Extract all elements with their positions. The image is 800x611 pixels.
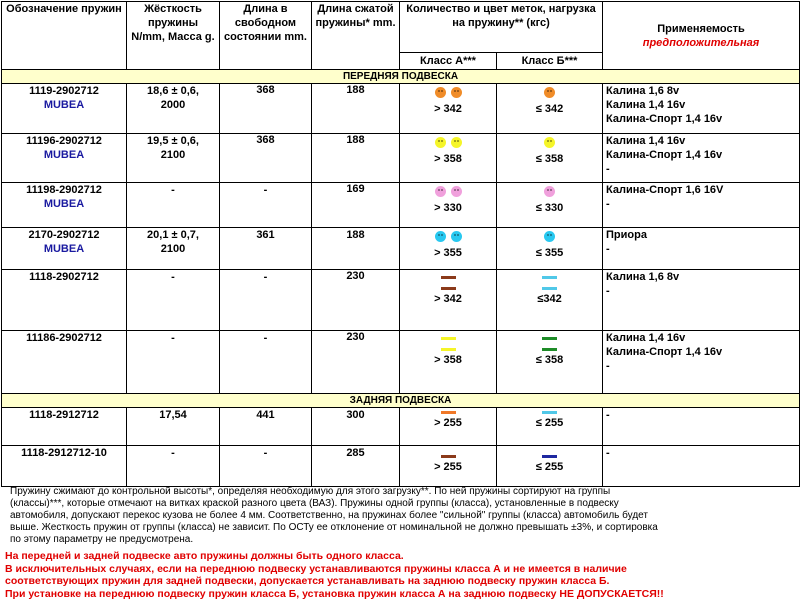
note-line: Пружину сжимают до контрольной высоты*, определяя необходимую для этого загрузку**. По ней пружины сортируют на группы: [10, 486, 611, 497]
class-b-mark: ≤ 358: [497, 331, 603, 394]
class-a-mark: > 355: [400, 228, 497, 270]
header-marks: Количество и цвет меток, нагрузка на пружину** (кгс): [400, 2, 603, 53]
color-mark-bar: [441, 455, 456, 458]
color-mark-bar: [441, 287, 456, 290]
warning-line: В исключительных случаях, если на переднюю подвеску устанавливаются пружины класса А и не имеется в наличие: [5, 562, 627, 575]
table-row: [2, 183, 800, 228]
stiffness-cell: -: [127, 446, 220, 487]
color-mark-dot: [544, 231, 555, 242]
springs-table: [1, 1, 800, 487]
part-number: 11186-2902712: [26, 332, 102, 344]
class-b-mark: ≤ 330: [497, 183, 603, 228]
color-mark-bar: [542, 455, 557, 458]
applicability-cell: -: [603, 446, 800, 487]
compressed-length: 285: [312, 446, 400, 487]
color-mark-dot: [435, 186, 446, 197]
part-number-cell: [2, 270, 127, 331]
color-mark-bar: [542, 287, 557, 290]
class-b-mark: ≤342: [497, 270, 603, 331]
part-number-cell: [2, 84, 127, 134]
brand-label: MUBEA: [43, 198, 85, 210]
class-b-mark: ≤ 342: [497, 84, 603, 134]
header-designation: Обозначение пружин: [2, 2, 127, 70]
stiffness-cell: -: [127, 331, 220, 394]
stiffness-cell: 18,6 ± 0,6, 2000: [127, 84, 220, 134]
color-mark-dot: [451, 186, 462, 197]
applicability-cell: Калина 1,4 16v Калина-Спорт 1,4 16v -: [603, 134, 800, 183]
class-a-mark: > 330: [400, 183, 497, 228]
applicability-note: предположительная: [642, 36, 760, 49]
section-front: ПЕРЕДНЯЯ ПОДВЕСКА: [2, 70, 800, 84]
table-row: [2, 270, 800, 331]
color-mark-bar: [441, 276, 456, 279]
part-number-cell: [2, 408, 127, 446]
applicability-cell: Приора -: [603, 228, 800, 270]
brand-label: MUBEA: [43, 149, 85, 161]
class-a-mark: > 358: [400, 134, 497, 183]
free-length: -: [220, 331, 312, 394]
color-mark-dot: [451, 87, 462, 98]
color-mark-bar: [542, 348, 557, 351]
applicability-cell: Калина 1,6 8v Калина 1,4 16v Калина-Спорт 1,4 16v: [603, 84, 800, 134]
free-length: 441: [220, 408, 312, 446]
applicability-title: Применяемость: [657, 22, 745, 35]
warning-line: На передней и задней подвеске авто пружины должны быть одного класса.: [5, 550, 404, 562]
color-mark-bar: [542, 411, 557, 414]
header-applicability: [603, 2, 800, 70]
part-number: 11196-2902712: [26, 135, 102, 147]
part-number-cell: [2, 228, 127, 270]
part-number-cell: [2, 134, 127, 183]
compressed-length: 188: [312, 228, 400, 270]
table-row: [2, 134, 800, 183]
class-a-mark: > 342: [400, 84, 497, 134]
color-mark-dot: [451, 231, 462, 242]
brand-label: MUBEA: [43, 99, 85, 111]
header-class-a: Класс А***: [400, 53, 497, 70]
compressed-length: 188: [312, 84, 400, 134]
free-length: -: [220, 270, 312, 331]
free-length: 361: [220, 228, 312, 270]
applicability-cell: Калина 1,6 8v -: [603, 270, 800, 331]
applicability-cell: Калина 1,4 16v Калина-Спорт 1,4 16v -: [603, 331, 800, 394]
part-number-cell: [2, 446, 127, 487]
color-mark-dot: [451, 137, 462, 148]
part-number: 1118-2912712-10: [21, 447, 107, 459]
color-mark-bar: [441, 337, 456, 340]
class-a-mark: > 358: [400, 331, 497, 394]
table-row: [2, 84, 800, 134]
compressed-length: 188: [312, 134, 400, 183]
compressed-length: 230: [312, 331, 400, 394]
free-length: -: [220, 446, 312, 487]
note-line: (классы)***, которые отмечают на витках краской разного цвета (ВАЗ). Пружины одной группы (класса), установленные в подвеску: [10, 498, 619, 509]
stiffness-cell: 20,1 ± 0,7, 2100: [127, 228, 220, 270]
part-number: 1118-2912712: [29, 409, 99, 421]
applicability-cell: -: [603, 408, 800, 446]
table-row: [2, 228, 800, 270]
class-a-mark: > 255: [400, 446, 497, 487]
color-mark-bar: [441, 411, 456, 414]
part-number-cell: [2, 331, 127, 394]
part-number-cell: [2, 183, 127, 228]
color-mark-dot: [435, 231, 446, 242]
warning-line: При установке на переднюю подвеску пружин класса Б, установка пружин класса А на заднюю подвеску НЕ ДОПУСКАЕТСЯ!!: [5, 587, 664, 600]
applicability-cell: Калина-Спорт 1,6 16V -: [603, 183, 800, 228]
header-class-b: Класс Б***: [497, 53, 603, 70]
color-mark-bar: [542, 276, 557, 279]
table-row: [2, 331, 800, 394]
free-length: -: [220, 183, 312, 228]
class-a-mark: > 342: [400, 270, 497, 331]
class-b-mark: ≤ 255: [497, 446, 603, 487]
warning-line: соответствующих пружин для задней подвески, допускается устанавливать на заднюю подвеску пружин класса Б.: [5, 575, 610, 587]
table-row: [2, 408, 800, 446]
free-length: 368: [220, 84, 312, 134]
header-stiffness: Жёсткость пружины N/mm, Масса g.: [127, 2, 220, 70]
class-a-mark: > 255: [400, 408, 497, 446]
note-line: автомобиля, допускают перекос кузова не более 4 мм. Соответственно, на пружинах более "сильной" группы (класса) автомобиль будет: [10, 510, 648, 521]
note-line: выше. Жесткость пружин от группы (класса) не зависит. По ОСТу ее отклонение от номинальной не должно превышать ±3%, и сортировка: [10, 522, 658, 533]
class-b-mark: ≤ 355: [497, 228, 603, 270]
part-number: 1119-2902712: [29, 85, 99, 97]
color-mark-dot: [544, 137, 555, 148]
stiffness-cell: -: [127, 183, 220, 228]
class-b-mark: ≤ 358: [497, 134, 603, 183]
compressed-length: 230: [312, 270, 400, 331]
stiffness-cell: -: [127, 270, 220, 331]
header-free-length: Длина в свободном состоянии mm.: [220, 2, 312, 70]
color-mark-dot: [544, 186, 555, 197]
color-mark-dot: [544, 87, 555, 98]
compressed-length: 169: [312, 183, 400, 228]
notes-block: [5, 486, 795, 600]
color-mark-bar: [441, 348, 456, 351]
color-mark-dot: [435, 137, 446, 148]
compressed-length: 300: [312, 408, 400, 446]
brand-label: MUBEA: [43, 243, 85, 255]
part-number: 11198-2902712: [26, 184, 102, 196]
part-number: 1118-2902712: [29, 271, 99, 283]
color-mark-dot: [435, 87, 446, 98]
free-length: 368: [220, 134, 312, 183]
stiffness-cell: 19,5 ± 0,6, 2100: [127, 134, 220, 183]
class-b-mark: ≤ 255: [497, 408, 603, 446]
part-number: 2170-2902712: [28, 229, 100, 241]
stiffness-cell: 17,54: [127, 408, 220, 446]
note-line: по этому параметру не предусмотрена.: [10, 534, 194, 545]
color-mark-bar: [542, 337, 557, 340]
header-compressed-length: Длина сжатой пружины* mm.: [312, 2, 400, 70]
table-row: [2, 446, 800, 487]
section-rear: ЗАДНЯЯ ПОДВЕСКА: [2, 394, 800, 408]
